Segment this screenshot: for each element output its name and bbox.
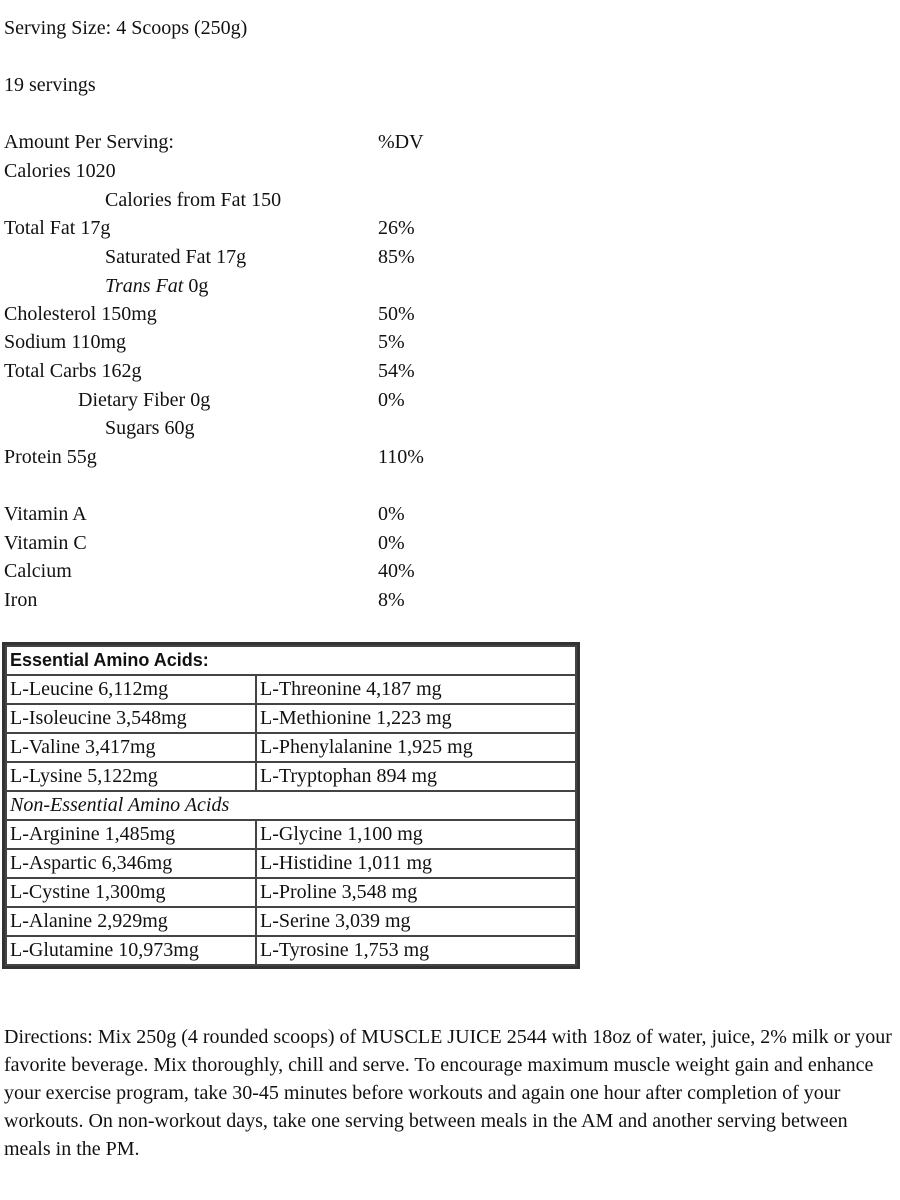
table-row xyxy=(6,733,576,762)
amino-cell: L-Histidine 1,011 mg xyxy=(256,849,576,878)
amino-cell: L-Leucine 6,112mg xyxy=(6,675,256,704)
table-row xyxy=(6,907,576,936)
vitamin-dv: 8% xyxy=(378,589,405,611)
table-row xyxy=(6,675,576,704)
amount-header-row xyxy=(4,128,564,157)
nutrient-dv: 5% xyxy=(378,331,405,353)
amino-cell: L-Glycine 1,100 mg xyxy=(256,820,576,849)
nutrient-row-sodium xyxy=(4,328,564,357)
amino-cell: L-Glutamine 10,973mg xyxy=(6,936,256,965)
nutrient-row-cholesterol xyxy=(4,300,564,329)
amino-cell: L-Lysine 5,122mg xyxy=(6,762,256,791)
table-row xyxy=(6,878,576,907)
vitamin-label: Calcium xyxy=(4,560,72,582)
vitamin-row-c xyxy=(4,529,564,558)
nutrient-label: Calories from Fat 150 xyxy=(105,189,282,211)
dv-header-label: %DV xyxy=(378,131,424,153)
amino-cell: L-Tyrosine 1,753 mg xyxy=(256,936,576,965)
nutrient-dv: 54% xyxy=(378,360,415,382)
vitamin-dv: 0% xyxy=(378,532,405,554)
trans-fat-amount: 0g xyxy=(183,275,209,297)
nutrient-label: Sodium 110mg xyxy=(4,331,127,353)
amino-cell: L-Aspartic 6,346mg xyxy=(6,849,256,878)
amino-cell: L-Threonine 4,187 mg xyxy=(256,675,576,704)
nutrient-label: Saturated Fat 17g xyxy=(105,246,247,268)
nutrient-row-saturated-fat xyxy=(4,243,564,272)
amino-cell: L-Proline 3,548 mg xyxy=(256,878,576,907)
directions-paragraph: Directions: Mix 250g (4 rounded scoops) of MUSCLE JUICE 2544 with 18oz of water, juice, 2% milk or your favorite beverage. Mix thoroughly, chill and serve. To encourage maximum muscle weight gain and enhance your exercise program, take 30-45 minutes before workouts and again one hour after completion of your workouts. On non-workout days, take one serving between meals in the AM and another serving between meals in the PM. xyxy=(4,1026,892,1160)
table-row xyxy=(6,704,576,733)
nutrient-label: Protein 55g xyxy=(4,446,97,468)
nutrient-row-protein xyxy=(4,443,564,472)
serving-size: Serving Size: 4 Scoops (250g) xyxy=(4,17,248,39)
nutrient-label: Dietary Fiber 0g xyxy=(78,389,211,411)
amino-cell: L-Phenylalanine 1,925 mg xyxy=(256,733,576,762)
nonessential-amino-title: Non-Essential Amino Acids xyxy=(6,791,576,820)
amino-cell: L-Methionine 1,223 mg xyxy=(256,704,576,733)
mineral-row-calcium xyxy=(4,557,564,586)
nutrient-row-dietary-fiber xyxy=(4,386,564,415)
essential-header-row xyxy=(6,646,576,675)
amino-cell: L-Serine 3,039 mg xyxy=(256,907,576,936)
nonessential-header-row xyxy=(6,791,576,820)
nutrient-label: Cholesterol 150mg xyxy=(4,303,157,325)
vitamin-label: Vitamin A xyxy=(4,503,87,525)
nutrient-label xyxy=(105,272,208,301)
amino-acid-table xyxy=(2,642,580,969)
table-row xyxy=(6,849,576,878)
amino-cell: L-Tryptophan 894 mg xyxy=(256,762,576,791)
amino-cell: L-Alanine 2,929mg xyxy=(6,907,256,936)
amino-cell: L-Valine 3,417mg xyxy=(6,733,256,762)
nutrient-row-calories-from-fat xyxy=(4,186,564,215)
trans-fat-italic-label: Trans Fat xyxy=(105,275,184,297)
nutrient-dv: 26% xyxy=(378,217,415,239)
nutrient-row-total-carbs xyxy=(4,357,564,386)
vitamin-label: Iron xyxy=(4,589,38,611)
nutrient-label: Calories 1020 xyxy=(4,160,116,182)
amino-cell: L-Isoleucine 3,548mg xyxy=(6,704,256,733)
amino-cell: L-Cystine 1,300mg xyxy=(6,878,256,907)
nutrient-row-calories xyxy=(4,157,564,186)
vitamin-label: Vitamin C xyxy=(4,532,87,554)
vitamin-row-a xyxy=(4,500,564,529)
mineral-row-iron xyxy=(4,586,564,615)
nutrient-label: Total Fat 17g xyxy=(4,217,111,239)
essential-amino-title: Essential Amino Acids: xyxy=(6,646,576,675)
nutrient-label: Sugars 60g xyxy=(105,417,195,439)
vitamin-dv: 0% xyxy=(378,503,405,525)
nutrient-row-trans-fat xyxy=(4,272,564,301)
nutrient-row-sugars xyxy=(4,414,564,443)
amount-per-serving-label: Amount Per Serving: xyxy=(4,131,174,153)
amino-cell: L-Arginine 1,485mg xyxy=(6,820,256,849)
nutrient-label: Total Carbs 162g xyxy=(4,360,142,382)
nutrient-dv: 110% xyxy=(378,446,424,468)
vitamin-dv: 40% xyxy=(378,560,415,582)
nutrient-dv: 50% xyxy=(378,303,415,325)
nutrient-dv: 0% xyxy=(378,389,405,411)
nutrient-row-total-fat xyxy=(4,214,564,243)
table-row xyxy=(6,820,576,849)
table-row xyxy=(6,936,576,965)
nutrient-dv: 85% xyxy=(378,246,415,268)
servings-count: 19 servings xyxy=(4,74,96,96)
table-row xyxy=(6,762,576,791)
